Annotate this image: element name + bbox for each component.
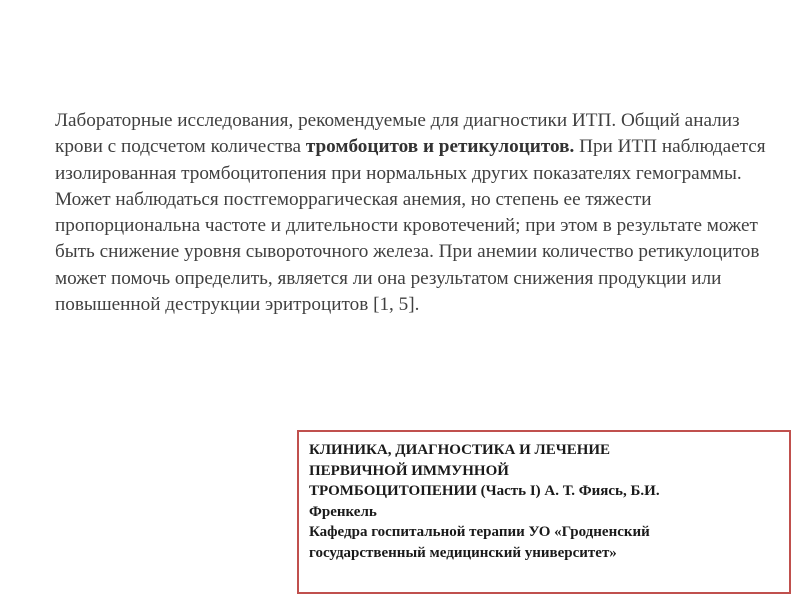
paragraph-sentence-details: При ИТП наблюдается изолированная тромбоцитопения при нормальных других показателях гемограммы. Может наблюдаться постгеморрагическая анемия, но степень ее тяжести пропорциональна частоте и длительности кровотечений; при этом в результате может быть снижение уровня сывороточного железа. При анемии количество ретикулоцитов может помочь определить, является ли она результатом снижения продукции или повышенной деструкции эритроцитов [1, 5]. — [55, 136, 766, 316]
paragraph-sentence-intro: Лабораторные исследования, рекомендуемые для диагностики ИТП. — [55, 110, 617, 131]
body-paragraph — [55, 108, 775, 318]
paragraph-sentence-cbc: Общий анализ крови с подсчетом количества — [55, 110, 740, 158]
paragraph-bold-platelets-reticulocytes: тромбоцитов и ретикулоцитов. — [305, 136, 575, 158]
source-title-line-1: КЛИНИКА, ДИАГНОСТИКА И ЛЕЧЕНИЕ — [309, 442, 611, 458]
source-department-line-1: Кафедра госпитальной терапии УО «Гродненский — [309, 524, 650, 540]
source-department-line-2: государственный медицинский университет» — [309, 544, 617, 561]
source-citation-box — [297, 430, 791, 594]
source-title-line-2: ПЕРВИЧНОЙ ИММУННОЙ — [309, 462, 509, 479]
source-author-line: Френкель — [309, 503, 377, 520]
source-title-line-3: ТРОМБОЦИТОПЕНИИ (Часть I) А. Т. Фиясь, Б.И. — [309, 483, 660, 499]
